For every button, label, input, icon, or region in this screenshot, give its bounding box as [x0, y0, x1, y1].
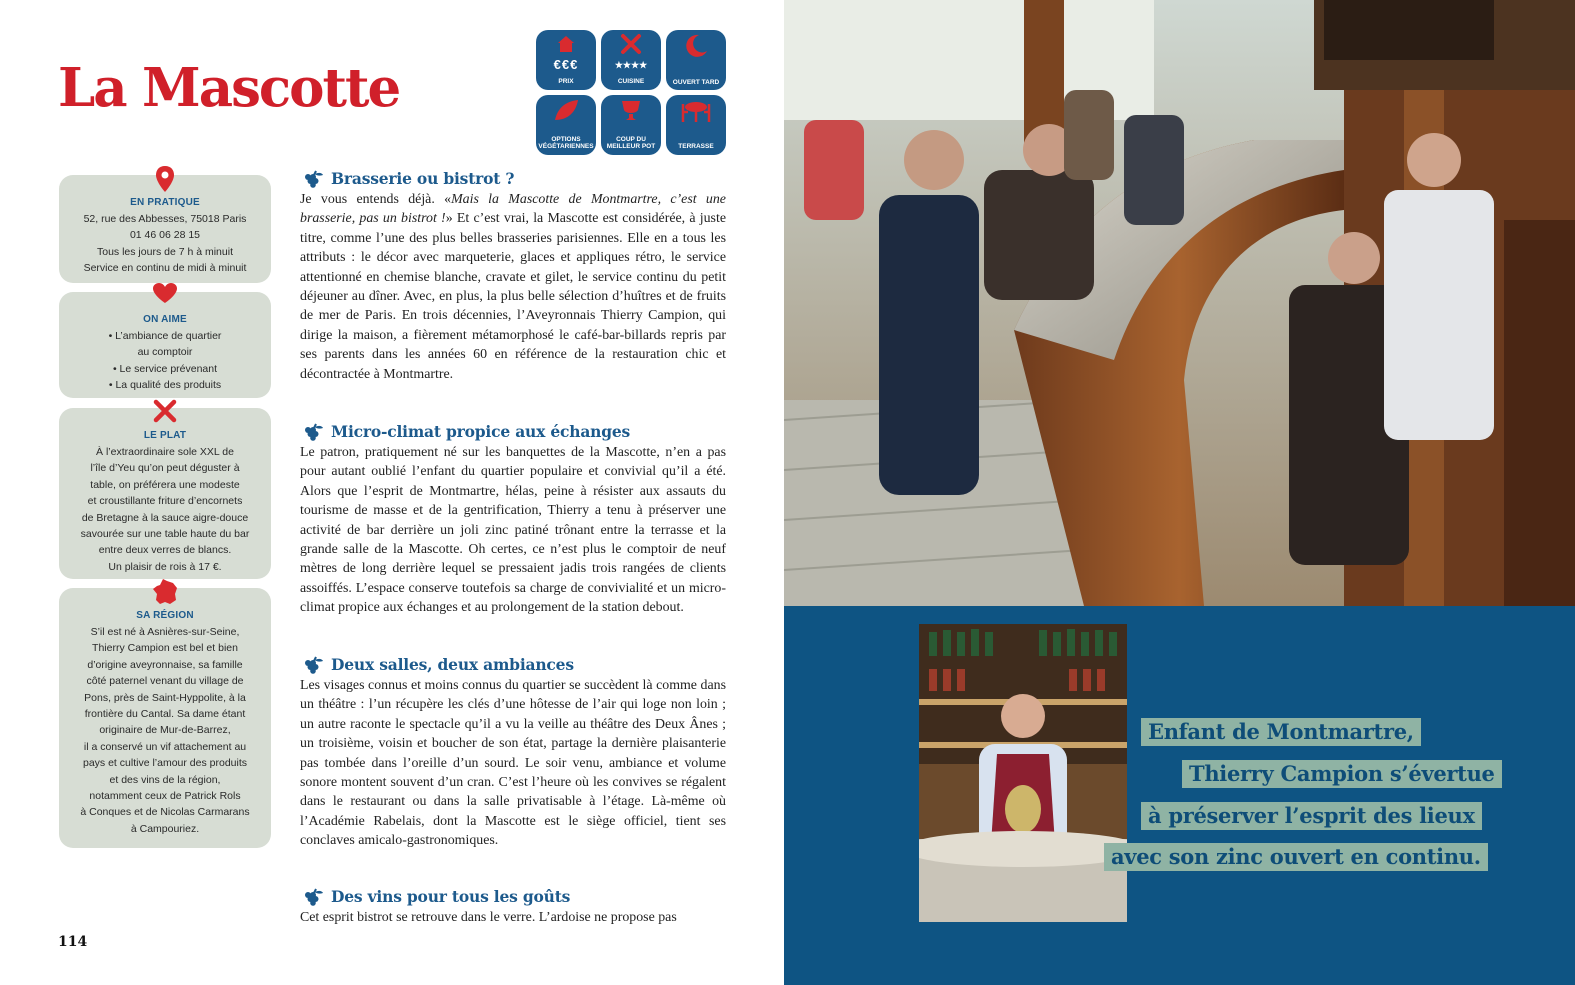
- quote-panel: [784, 606, 1575, 985]
- best-pot-badge: COUP DU MEILLEUR POT: [601, 95, 661, 155]
- section-heading: Brasserie ou bistrot ?: [331, 169, 515, 188]
- page-title: La Mascotte: [58, 57, 400, 119]
- pull-quote-line: Thierry Campion s’évertue: [1182, 760, 1502, 788]
- moon-icon: [666, 33, 726, 65]
- pull-quote-line: avec son zinc ouvert en continu.: [1104, 843, 1488, 871]
- bistro-bar-photo: [784, 0, 1575, 606]
- fork-knife-icon: [601, 33, 661, 61]
- grape-icon: [302, 170, 324, 194]
- pull-quote-line: Enfant de Montmartre,: [1141, 718, 1421, 746]
- vegetarian-badge: OPTIONS VÉGÉTARIENNES: [536, 95, 596, 155]
- price-badge: €€€ PRIX: [536, 30, 596, 90]
- grape-icon: [302, 888, 324, 912]
- likes-box: ON AIME • L’ambiance de quartier au comptoir • Le service prévenant • La qualité des produits: [59, 292, 271, 398]
- fork-knife-icon: [59, 398, 271, 429]
- dish-box: LE PLAT À l’extraordinaire sole XXL de l’île d’Yeu qu’on peut déguster à table, on préférera une modeste et croustillante friture d’encornets de Bretagne à la sauce aigre-douce savourée sur une table haute du bar entre deux verres de blancs. Un plaisir de rois à 17 €.: [59, 408, 271, 579]
- practical-info-box: EN PRATIQUE 52, rue des Abbesses, 75018 Paris 01 46 06 28 15 Tous les jours de 7 h à minuit Service en continu de midi à minuit: [59, 175, 271, 283]
- section-heading: Deux salles, deux ambiances: [331, 655, 574, 674]
- grape-icon: [302, 656, 324, 680]
- pull-quote-line: à préserver l’esprit des lieux: [1141, 802, 1482, 830]
- section-heading: Des vins pour tous les goûts: [331, 887, 571, 906]
- region-box: SA RÉGION S’il est né à Asnières-sur-Seine, Thierry Campion est bel et bien d’origine aveyronnaise, sa famille côté paternel venant du village de Pons, près de Saint-Hyppolite, à la frontière du Cantal. Sa dame étant originaire de Mur-de-Barrez, il a conservé un vif attachement au pays et cultive l’amour des produits et des vins de la région, notamment ceux de Patrick Rols à Conques et de Nicolas Carmarans à Campouriez.: [59, 588, 271, 848]
- grape-icon: [302, 423, 324, 447]
- heart-icon: [59, 282, 271, 309]
- section-heading: Micro-climat propice aux échanges: [331, 422, 631, 441]
- trophy-icon: [601, 98, 661, 128]
- section-paragraph: Je vous entends déjà. «Mais la Mascotte de Montmartre, c’est une brasserie, pas un bistrot !» Et c’est vrai, la Mascotte est considérée, à juste titre, comme l’une des plus belles brasseries parisiennes. Elle en a tous les attributs : le décor avec marqueterie, glaces et appliques rétro, le service attentionné en chemise blanche, cravate et gilet, le service continu du petit déjeuner au dîner. Avec, en plus, la plus belle sélection d’huîtres et de fruits de mer de Paris. En trois décennies, l’Aveyronnais Thierry Campion, qui dirige la maison, a fièrement métamorphosé le café-bar-billards repris par ses parents dans les années 60 en référence de la restauration chic et décontractée à Montmartre.: [300, 192, 726, 382]
- terrace-badge: TERRASSE: [666, 95, 726, 155]
- terrace-table-icon: [666, 98, 726, 130]
- map-pin-icon: [59, 165, 271, 198]
- section-brasserie: [300, 168, 726, 384]
- section-micro-climat: [300, 421, 726, 618]
- rating-badges: [536, 30, 728, 156]
- owner-portrait-photo: [919, 624, 1127, 922]
- leaf-icon: [536, 98, 596, 130]
- late-opening-badge: OUVERT TARD: [666, 30, 726, 90]
- section-paragraph: Le patron, pratiquement né sur les banquettes de la Mascotte, n’en a pas pour autant oublié l’enfant du quartier populaire et convivial qu’il a été. Alors que l’esprit de Montmartre, hélas, peine à résister aux assauts du tourisme de masse et de la gentrification, Thierry a tenu à préserver une activité de bar derrière un joli zinc patiné trônant entre la terrasse et la grande salle de la Mascotte. Oh certes, ce n’est plus le comptoir de neuf mètres de long derrière lequel se pressaient jadis trois rangées de clients assoiffés. L’espace conserve toutefois sa charge de convivialité et un micro-climat propice aux échanges et au prolongement de la station debout.: [300, 445, 726, 616]
- section-deux-salles: [300, 654, 726, 851]
- house-icon: [536, 33, 596, 59]
- section-paragraph: Les visages connus et moins connus du quartier se succèdent là comme dans un théâtre : l’un récupère les clés d’une hôtesse de l’air qui loge non loin ; un autre raconte le spectacle qu’il a vu la veille au théâtre des Deux Ânes ; un troisième, voisin et boucher de son état, partage la dernière plaisanterie pas tombée dans l’oreille d’un sourd. Le soir venu, ambiance et volume sonore montent souvent d’un cran. C’est l’heure où les convives se régalent dans le restaurant ou dans la salle privatisable à l’étage. Là-même où l’Académie Rabelais, dont la Mascotte est le siège officiel, tient ses conclaves amicalo-gastronomiques.: [300, 678, 726, 849]
- cuisine-badge: ★★★★ CUISINE: [601, 30, 661, 90]
- section-vins: [300, 886, 726, 927]
- page-number: 114: [58, 934, 88, 950]
- france-map-icon: [59, 578, 271, 611]
- section-paragraph: Cet esprit bistrot se retrouve dans le verre. L’ardoise ne propose pas: [300, 910, 677, 925]
